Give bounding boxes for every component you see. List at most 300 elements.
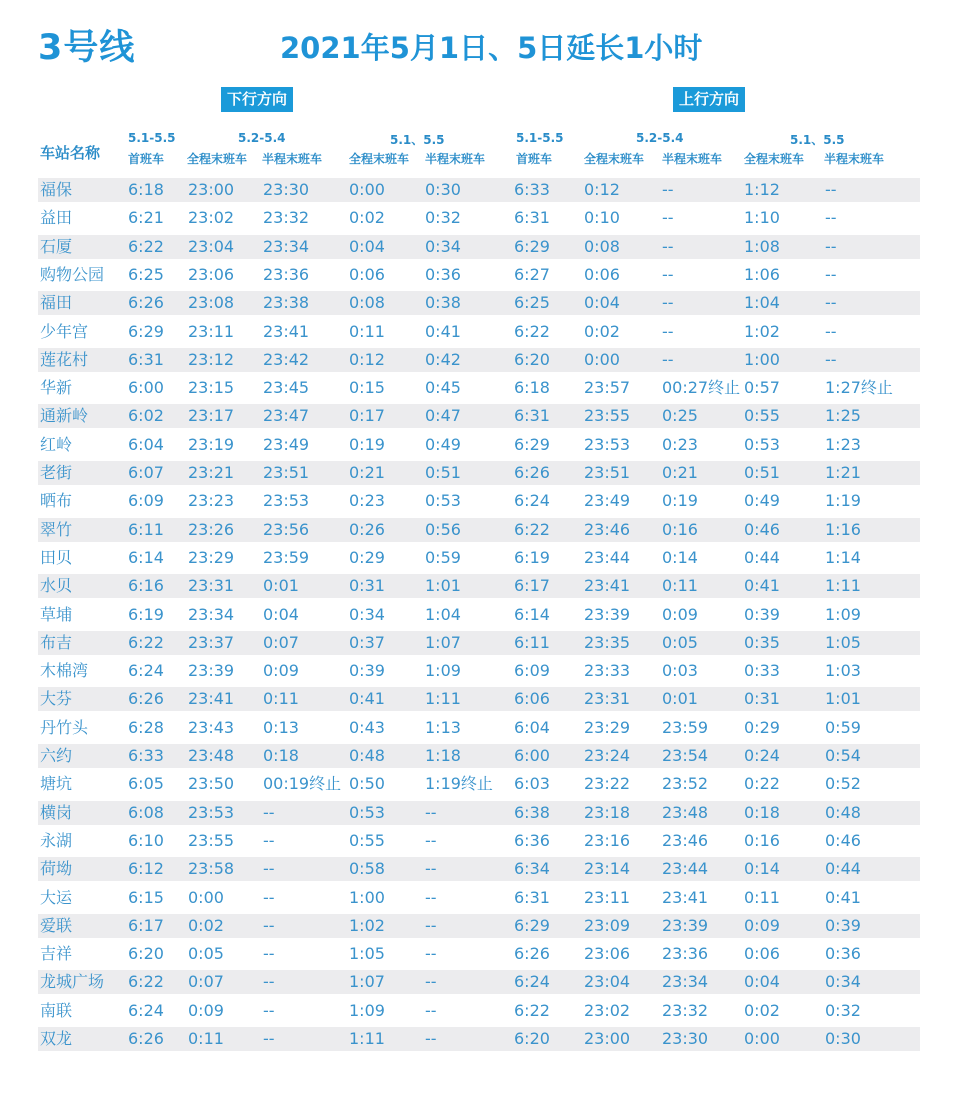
down-mid-full-cell: 23:26 bbox=[188, 519, 235, 539]
down-mid-full-cell: 23:00 bbox=[188, 180, 235, 199]
down-first-cell: 6:19 bbox=[128, 604, 164, 624]
station-name-cell: 六约 bbox=[40, 746, 73, 765]
up-mid-full-cell: 23:22 bbox=[584, 774, 631, 794]
up-ext-full-cell: 0:06 bbox=[744, 944, 780, 964]
table-row bbox=[38, 546, 920, 570]
down-ext-full-cell: 1:02 bbox=[349, 915, 385, 935]
down-ext-half-cell: 0:32 bbox=[425, 208, 461, 228]
up-ext-full-cell: 0:16 bbox=[744, 830, 780, 850]
up-mid-half-cell: 0:03 bbox=[662, 661, 698, 681]
up-ext-full-cell: 1:04 bbox=[744, 293, 780, 313]
station-name-cell: 老街 bbox=[40, 463, 73, 482]
up-ext-full-cell: 1:08 bbox=[744, 236, 780, 256]
up-ext-full-cell: 1:00 bbox=[744, 349, 780, 369]
down-mid-half-cell: -- bbox=[263, 1029, 275, 1048]
table-row bbox=[38, 518, 920, 542]
down-mid-full-cell: 23:53 bbox=[188, 802, 235, 822]
table-row bbox=[38, 857, 920, 881]
down-ext-half-cell: -- bbox=[425, 887, 437, 907]
up-ext-full-cell: 0:09 bbox=[744, 915, 780, 935]
down-mid-half-cell: -- bbox=[263, 915, 275, 935]
up-ext-half-cell: 1:11 bbox=[825, 576, 861, 596]
down-ext-half-cell: -- bbox=[425, 1029, 437, 1048]
up-ext-full-cell: 0:02 bbox=[744, 1000, 780, 1020]
down-mid-full-cell: 0:00 bbox=[188, 887, 224, 907]
down-ext-half-cell: 0:38 bbox=[425, 293, 461, 313]
up-ext-half-cell: 0:30 bbox=[825, 1029, 861, 1048]
down-mid-full-cell: 23:04 bbox=[188, 236, 235, 256]
up-ext-full-cell: 0:14 bbox=[744, 859, 780, 879]
down-ext-full-cell: 0:50 bbox=[349, 774, 385, 794]
up-first-cell: 6:24 bbox=[514, 972, 550, 992]
down-mid-full-cell: 23:31 bbox=[188, 576, 235, 596]
up-first-cell: 6:29 bbox=[514, 434, 550, 454]
down-mid-half-cell: 0:04 bbox=[263, 604, 299, 624]
down-first-cell: 6:22 bbox=[128, 632, 164, 652]
up-mid-half-cell: 23:44 bbox=[662, 859, 709, 879]
up-first-cell: 6:20 bbox=[514, 1029, 550, 1048]
down-mid-half-cell: 23:30 bbox=[263, 180, 310, 199]
station-name-cell: 荷坳 bbox=[40, 859, 73, 879]
down-first-cell: 6:04 bbox=[128, 434, 164, 454]
up-ext-half-cell: 1:14 bbox=[825, 547, 861, 567]
up-first-cell: 6:27 bbox=[514, 264, 550, 284]
up-mid-half-cell: 23:32 bbox=[662, 1000, 709, 1020]
down-mid-full-cell: 23:43 bbox=[188, 717, 235, 737]
up-ext-half-cell: -- bbox=[825, 180, 837, 199]
down-mid-half-cell: 00:19终止 bbox=[263, 774, 342, 794]
up-mid-full-cell: 23:39 bbox=[584, 604, 631, 624]
up-ext-full-cell: 1:12 bbox=[744, 180, 780, 199]
up-first-cell: 6:03 bbox=[514, 774, 550, 794]
up-mid-full-cell: 23:16 bbox=[584, 830, 631, 850]
down-ext-full-cell: 0:04 bbox=[349, 236, 385, 256]
up-mid-half-cell: 0:09 bbox=[662, 604, 698, 624]
down-first-cell: 6:20 bbox=[128, 944, 164, 964]
up-mid-full-cell: 0:04 bbox=[584, 293, 620, 313]
down-mid-half-cell: 0:13 bbox=[263, 717, 299, 737]
up-first-cell: 6:18 bbox=[514, 378, 550, 398]
table-row bbox=[38, 291, 920, 315]
up-ext-full-cell: 0:57 bbox=[744, 378, 780, 398]
down-first-cell: 6:07 bbox=[128, 463, 164, 482]
up-mid-full-cell: 23:55 bbox=[584, 406, 631, 426]
down-first-cell: 6:18 bbox=[128, 180, 164, 199]
down-ext-half-cell: 1:01 bbox=[425, 576, 461, 596]
header-up-first-label: 首班车 bbox=[516, 152, 553, 166]
up-first-cell: 6:25 bbox=[514, 293, 550, 313]
down-ext-half-cell: 1:19终止 bbox=[425, 774, 493, 794]
up-ext-half-cell: 1:19 bbox=[825, 491, 861, 511]
header-up-mid-half: 半程末班车 bbox=[662, 152, 723, 166]
up-mid-half-cell: 0:14 bbox=[662, 547, 698, 567]
up-mid-half-cell: 0:05 bbox=[662, 632, 698, 652]
up-ext-half-cell: 0:32 bbox=[825, 1000, 861, 1020]
table-row bbox=[38, 999, 920, 1023]
up-first-cell: 6:17 bbox=[514, 576, 550, 596]
up-ext-full-cell: 0:49 bbox=[744, 491, 780, 511]
down-mid-full-cell: 0:05 bbox=[188, 944, 224, 964]
down-ext-full-cell: 0:41 bbox=[349, 689, 385, 709]
down-mid-half-cell: 23:42 bbox=[263, 349, 310, 369]
up-first-cell: 6:00 bbox=[514, 746, 550, 765]
up-mid-half-cell: 0:23 bbox=[662, 434, 698, 454]
down-mid-full-cell: 23:06 bbox=[188, 264, 235, 284]
down-ext-full-cell: 1:00 bbox=[349, 887, 385, 907]
down-first-cell: 6:15 bbox=[128, 887, 164, 907]
up-mid-full-cell: 23:18 bbox=[584, 802, 631, 822]
down-ext-full-cell: 0:06 bbox=[349, 264, 385, 284]
station-name-cell: 晒布 bbox=[40, 491, 73, 511]
table-row bbox=[38, 716, 920, 740]
table-row bbox=[38, 1027, 920, 1051]
station-name-cell: 通新岭 bbox=[40, 406, 89, 426]
down-first-cell: 6:08 bbox=[128, 802, 164, 822]
up-ext-half-cell: 1:09 bbox=[825, 604, 861, 624]
down-first-cell: 6:12 bbox=[128, 859, 164, 879]
table-row bbox=[38, 489, 920, 513]
down-mid-half-cell: -- bbox=[263, 1000, 275, 1020]
up-first-cell: 6:34 bbox=[514, 859, 550, 879]
down-mid-full-cell: 23:55 bbox=[188, 830, 235, 850]
down-mid-full-cell: 23:02 bbox=[188, 208, 235, 228]
down-mid-full-cell: 23:29 bbox=[188, 547, 235, 567]
down-ext-half-cell: 1:13 bbox=[425, 717, 461, 737]
up-mid-half-cell: 23:36 bbox=[662, 944, 709, 964]
down-ext-half-cell: 0:45 bbox=[425, 378, 461, 398]
down-ext-half-cell: 0:34 bbox=[425, 236, 461, 256]
up-mid-full-cell: 23:24 bbox=[584, 746, 631, 765]
down-mid-half-cell: 23:45 bbox=[263, 378, 310, 398]
line-title: 3号线 bbox=[38, 28, 136, 68]
down-first-cell: 6:05 bbox=[128, 774, 164, 794]
down-first-cell: 6:21 bbox=[128, 208, 164, 228]
down-mid-half-cell: 23:34 bbox=[263, 236, 310, 256]
up-first-cell: 6:26 bbox=[514, 944, 550, 964]
down-ext-full-cell: 0:58 bbox=[349, 859, 385, 879]
up-ext-half-cell: 0:44 bbox=[825, 859, 861, 879]
down-ext-half-cell: 1:11 bbox=[425, 689, 461, 709]
down-mid-full-cell: 23:41 bbox=[188, 689, 235, 709]
down-mid-half-cell: 0:18 bbox=[263, 746, 299, 765]
up-ext-full-cell: 1:02 bbox=[744, 321, 780, 341]
station-name-cell: 红岭 bbox=[40, 434, 73, 454]
station-name-cell: 大芬 bbox=[40, 689, 73, 709]
header-down-first-label: 首班车 bbox=[128, 152, 165, 166]
down-first-cell: 6:09 bbox=[128, 491, 164, 511]
down-ext-full-cell: 0:31 bbox=[349, 576, 385, 596]
down-ext-full-cell: 0:02 bbox=[349, 208, 385, 228]
station-name-cell: 塘坑 bbox=[40, 774, 73, 794]
down-mid-half-cell: 23:51 bbox=[263, 463, 310, 482]
up-mid-full-cell: 23:57 bbox=[584, 378, 631, 398]
down-mid-full-cell: 23:58 bbox=[188, 859, 235, 879]
down-mid-half-cell: 23:53 bbox=[263, 491, 310, 511]
station-name-cell: 田贝 bbox=[40, 547, 73, 567]
up-mid-half-cell: -- bbox=[662, 264, 674, 284]
header-station: 车站名称 bbox=[40, 144, 101, 162]
down-mid-half-cell: -- bbox=[263, 830, 275, 850]
down-ext-half-cell: -- bbox=[425, 802, 437, 822]
up-first-cell: 6:11 bbox=[514, 632, 550, 652]
up-mid-full-cell: 23:04 bbox=[584, 972, 631, 992]
up-ext-full-cell: 0:51 bbox=[744, 463, 780, 482]
table-row bbox=[38, 659, 920, 683]
down-first-cell: 6:28 bbox=[128, 717, 164, 737]
up-mid-half-cell: -- bbox=[662, 321, 674, 341]
up-first-cell: 6:04 bbox=[514, 717, 550, 737]
up-first-cell: 6:38 bbox=[514, 802, 550, 822]
down-first-cell: 6:24 bbox=[128, 661, 164, 681]
down-mid-full-cell: 23:12 bbox=[188, 349, 235, 369]
header-up-ext-full: 全程末班车 bbox=[744, 152, 805, 166]
down-ext-full-cell: 0:34 bbox=[349, 604, 385, 624]
station-name-cell: 木棉湾 bbox=[40, 661, 89, 681]
table-row bbox=[38, 263, 920, 287]
down-mid-half-cell: 0:01 bbox=[263, 576, 299, 596]
up-mid-half-cell: 00:27终止 bbox=[662, 378, 741, 398]
up-ext-half-cell: 1:21 bbox=[825, 463, 861, 482]
down-mid-half-cell: 0:07 bbox=[263, 632, 299, 652]
up-first-cell: 6:33 bbox=[514, 180, 550, 199]
up-first-cell: 6:14 bbox=[514, 604, 550, 624]
up-first-cell: 6:29 bbox=[514, 236, 550, 256]
station-name-cell: 翠竹 bbox=[40, 519, 73, 539]
up-mid-full-cell: 23:31 bbox=[584, 689, 631, 709]
down-ext-full-cell: 0:53 bbox=[349, 802, 385, 822]
down-mid-full-cell: 23:08 bbox=[188, 293, 235, 313]
up-ext-half-cell: 0:46 bbox=[825, 830, 861, 850]
header-up-mid-full: 全程末班车 bbox=[584, 152, 645, 166]
down-ext-full-cell: 0:19 bbox=[349, 434, 385, 454]
down-mid-half-cell: -- bbox=[263, 887, 275, 907]
up-ext-half-cell: 1:01 bbox=[825, 689, 861, 709]
down-ext-full-cell: 0:39 bbox=[349, 661, 385, 681]
down-mid-full-cell: 0:07 bbox=[188, 972, 224, 992]
down-ext-half-cell: -- bbox=[425, 915, 437, 935]
up-mid-half-cell: 23:39 bbox=[662, 915, 709, 935]
up-mid-full-cell: 23:49 bbox=[584, 491, 631, 511]
up-mid-half-cell: -- bbox=[662, 349, 674, 369]
header-down-ext-dates: 5.1、5.5 bbox=[390, 133, 445, 147]
down-mid-half-cell: -- bbox=[263, 802, 275, 822]
up-mid-full-cell: 23:02 bbox=[584, 1000, 631, 1020]
down-ext-full-cell: 1:11 bbox=[349, 1029, 385, 1048]
up-ext-half-cell: 0:48 bbox=[825, 802, 861, 822]
up-mid-full-cell: 23:44 bbox=[584, 547, 631, 567]
down-first-cell: 6:02 bbox=[128, 406, 164, 426]
up-first-cell: 6:31 bbox=[514, 406, 550, 426]
down-ext-half-cell: 1:09 bbox=[425, 661, 461, 681]
up-first-cell: 6:19 bbox=[514, 547, 550, 567]
header-up-mid-dates: 5.2-5.4 bbox=[636, 131, 684, 145]
up-mid-half-cell: 23:54 bbox=[662, 746, 709, 765]
down-mid-half-cell: 23:59 bbox=[263, 547, 310, 567]
down-mid-half-cell: 0:11 bbox=[263, 689, 299, 709]
down-mid-half-cell: -- bbox=[263, 972, 275, 992]
up-ext-full-cell: 1:06 bbox=[744, 264, 780, 284]
up-first-cell: 6:09 bbox=[514, 661, 550, 681]
station-name-cell: 爱联 bbox=[40, 915, 73, 935]
up-ext-half-cell: 0:34 bbox=[825, 972, 861, 992]
up-first-cell: 6:20 bbox=[514, 349, 550, 369]
up-mid-half-cell: 23:48 bbox=[662, 802, 709, 822]
table-row bbox=[38, 404, 920, 428]
up-mid-full-cell: 23:11 bbox=[584, 887, 631, 907]
down-mid-full-cell: 23:23 bbox=[188, 491, 235, 511]
up-mid-full-cell: 23:29 bbox=[584, 717, 631, 737]
down-ext-half-cell: 0:51 bbox=[425, 463, 461, 482]
header-down-mid-half: 半程末班车 bbox=[262, 152, 323, 166]
up-ext-half-cell: 1:16 bbox=[825, 519, 861, 539]
down-mid-half-cell: 23:32 bbox=[263, 208, 310, 228]
up-mid-half-cell: 23:41 bbox=[662, 887, 709, 907]
down-ext-half-cell: 0:59 bbox=[425, 547, 461, 567]
up-mid-half-cell: -- bbox=[662, 236, 674, 256]
header-down-mid-full: 全程末班车 bbox=[187, 152, 248, 166]
down-first-cell: 6:29 bbox=[128, 321, 164, 341]
table-row bbox=[38, 744, 920, 768]
down-ext-full-cell: 0:15 bbox=[349, 378, 385, 398]
up-ext-half-cell: 0:36 bbox=[825, 944, 861, 964]
down-ext-half-cell: 0:36 bbox=[425, 264, 461, 284]
up-ext-full-cell: 0:18 bbox=[744, 802, 780, 822]
table-row bbox=[38, 772, 920, 796]
down-mid-full-cell: 0:11 bbox=[188, 1029, 224, 1048]
station-name-cell: 南联 bbox=[40, 1000, 73, 1020]
up-ext-full-cell: 0:44 bbox=[744, 547, 780, 567]
down-first-cell: 6:26 bbox=[128, 293, 164, 313]
up-ext-half-cell: -- bbox=[825, 321, 837, 341]
header-down-mid-dates: 5.2-5.4 bbox=[238, 131, 286, 145]
down-mid-half-cell: -- bbox=[263, 859, 275, 879]
down-mid-full-cell: 23:17 bbox=[188, 406, 235, 426]
up-mid-full-cell: 0:02 bbox=[584, 321, 620, 341]
up-mid-full-cell: 23:53 bbox=[584, 434, 631, 454]
up-first-cell: 6:22 bbox=[514, 519, 550, 539]
station-name-cell: 石厦 bbox=[40, 236, 73, 256]
down-ext-full-cell: 1:07 bbox=[349, 972, 385, 992]
up-mid-full-cell: 0:08 bbox=[584, 236, 620, 256]
up-ext-full-cell: 0:33 bbox=[744, 661, 780, 681]
direction-up-badge: 上行方向 bbox=[673, 87, 745, 112]
down-mid-half-cell: 23:47 bbox=[263, 406, 310, 426]
header-down-ext-half: 半程末班车 bbox=[425, 152, 486, 166]
header-up-ext-half: 半程末班车 bbox=[824, 152, 885, 166]
up-first-cell: 6:22 bbox=[514, 1000, 550, 1020]
up-ext-half-cell: 0:59 bbox=[825, 717, 861, 737]
up-first-cell: 6:29 bbox=[514, 915, 550, 935]
up-ext-full-cell: 0:31 bbox=[744, 689, 780, 709]
up-ext-half-cell: -- bbox=[825, 264, 837, 284]
station-name-cell: 福田 bbox=[40, 293, 73, 313]
up-mid-full-cell: 0:10 bbox=[584, 208, 620, 228]
down-mid-half-cell: 0:09 bbox=[263, 661, 299, 681]
down-ext-half-cell: 0:47 bbox=[425, 406, 461, 426]
table-row bbox=[38, 320, 920, 344]
direction-down-badge: 下行方向 bbox=[221, 87, 293, 112]
header-down-first-dates: 5.1-5.5 bbox=[128, 131, 176, 145]
up-ext-full-cell: 0:39 bbox=[744, 604, 780, 624]
down-mid-full-cell: 23:19 bbox=[188, 434, 235, 454]
down-mid-full-cell: 23:21 bbox=[188, 463, 235, 482]
down-first-cell: 6:10 bbox=[128, 830, 164, 850]
table-row bbox=[38, 603, 920, 627]
down-ext-half-cell: 0:49 bbox=[425, 434, 461, 454]
down-first-cell: 6:26 bbox=[128, 689, 164, 709]
down-ext-half-cell: 1:04 bbox=[425, 604, 461, 624]
down-ext-full-cell: 0:17 bbox=[349, 406, 385, 426]
up-ext-half-cell: 0:41 bbox=[825, 887, 861, 907]
up-mid-half-cell: 0:16 bbox=[662, 519, 698, 539]
up-ext-full-cell: 0:00 bbox=[744, 1029, 780, 1048]
up-mid-half-cell: 23:30 bbox=[662, 1029, 709, 1048]
down-mid-half-cell: 23:49 bbox=[263, 434, 310, 454]
station-name-cell: 购物公园 bbox=[40, 264, 105, 284]
up-mid-full-cell: 23:00 bbox=[584, 1029, 631, 1048]
down-mid-half-cell: 23:41 bbox=[263, 321, 310, 341]
up-ext-full-cell: 1:10 bbox=[744, 208, 780, 228]
down-ext-half-cell: -- bbox=[425, 944, 437, 964]
down-mid-half-cell: 23:36 bbox=[263, 264, 310, 284]
up-ext-half-cell: 0:52 bbox=[825, 774, 861, 794]
up-mid-full-cell: 23:06 bbox=[584, 944, 631, 964]
table-row bbox=[38, 886, 920, 910]
up-mid-half-cell: 0:11 bbox=[662, 576, 698, 596]
down-ext-full-cell: 0:26 bbox=[349, 519, 385, 539]
up-ext-full-cell: 0:55 bbox=[744, 406, 780, 426]
up-ext-full-cell: 0:41 bbox=[744, 576, 780, 596]
down-first-cell: 6:24 bbox=[128, 1000, 164, 1020]
up-first-cell: 6:26 bbox=[514, 463, 550, 482]
table-row bbox=[38, 829, 920, 853]
table-row bbox=[38, 942, 920, 966]
down-ext-full-cell: 0:55 bbox=[349, 830, 385, 850]
up-mid-half-cell: 0:25 bbox=[662, 406, 698, 426]
station-name-cell: 益田 bbox=[40, 208, 73, 228]
up-mid-full-cell: 23:41 bbox=[584, 576, 631, 596]
up-mid-half-cell: -- bbox=[662, 180, 674, 199]
down-ext-full-cell: 0:43 bbox=[349, 717, 385, 737]
table-row bbox=[38, 574, 920, 598]
up-mid-half-cell: 0:01 bbox=[662, 689, 698, 709]
up-mid-half-cell: 23:46 bbox=[662, 830, 709, 850]
up-ext-half-cell: -- bbox=[825, 349, 837, 369]
up-first-cell: 6:31 bbox=[514, 208, 550, 228]
table-row bbox=[38, 970, 920, 994]
down-mid-half-cell: -- bbox=[263, 944, 275, 964]
up-mid-full-cell: 23:09 bbox=[584, 915, 631, 935]
up-mid-full-cell: 0:12 bbox=[584, 180, 620, 199]
table-row bbox=[38, 206, 920, 230]
down-mid-full-cell: 23:37 bbox=[188, 632, 235, 652]
down-ext-full-cell: 0:12 bbox=[349, 349, 385, 369]
station-name-cell: 横岗 bbox=[40, 802, 73, 822]
up-ext-half-cell: 1:05 bbox=[825, 632, 861, 652]
down-first-cell: 6:31 bbox=[128, 349, 164, 369]
up-mid-full-cell: 23:46 bbox=[584, 519, 631, 539]
station-name-cell: 永湖 bbox=[40, 830, 73, 850]
down-mid-half-cell: 23:56 bbox=[263, 519, 310, 539]
up-ext-full-cell: 0:24 bbox=[744, 746, 780, 765]
station-name-cell: 双龙 bbox=[40, 1029, 73, 1048]
up-ext-full-cell: 0:35 bbox=[744, 632, 780, 652]
up-mid-full-cell: 23:35 bbox=[584, 632, 631, 652]
station-name-cell: 福保 bbox=[40, 180, 73, 199]
down-ext-half-cell: 0:53 bbox=[425, 491, 461, 511]
down-ext-half-cell: -- bbox=[425, 859, 437, 879]
up-mid-half-cell: 0:19 bbox=[662, 491, 698, 511]
